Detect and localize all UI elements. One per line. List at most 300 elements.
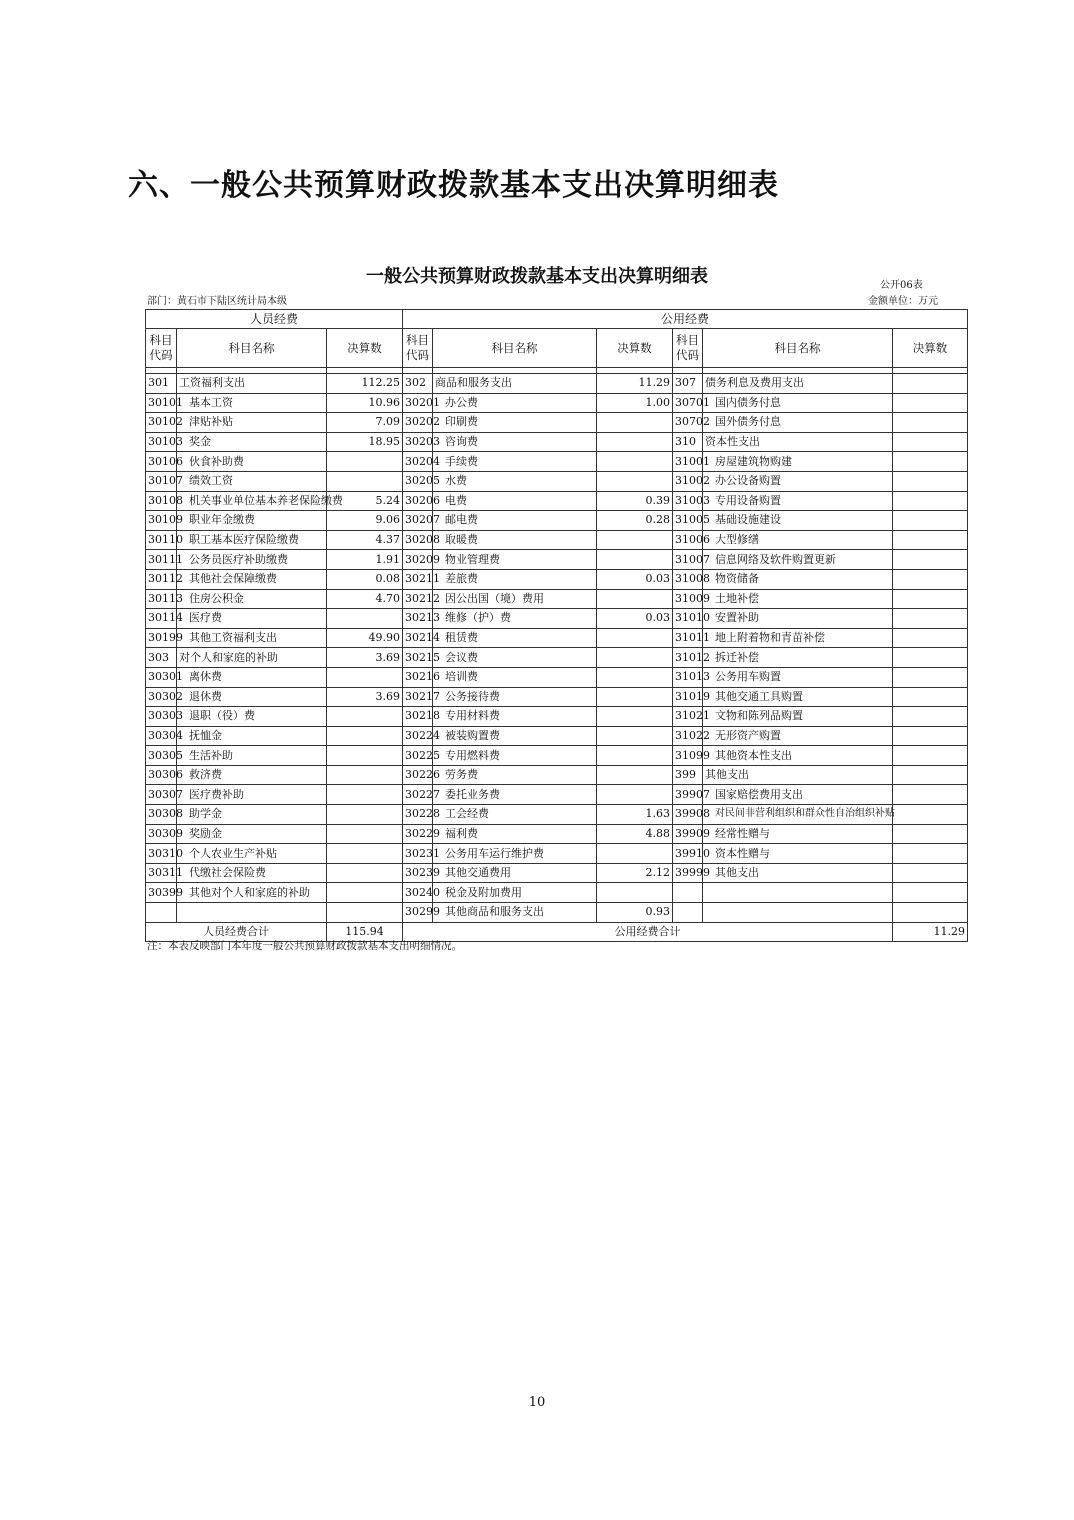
amount-cell: 1.91 [327, 550, 403, 570]
name-cell: 福利费 [433, 824, 597, 844]
table-row [146, 844, 968, 864]
code-cell: 30214 [403, 628, 433, 648]
code-cell: 31013 [673, 667, 703, 687]
department-label: 部门：黄石市下陆区统计局本级 [147, 296, 287, 307]
code-cell: 30299 [403, 903, 433, 923]
code-cell: 30308 [146, 805, 177, 825]
amount-cell [893, 530, 968, 550]
amount-cell [327, 452, 403, 472]
amount-cell [327, 903, 403, 923]
name-cell: 办公设备购置 [703, 471, 893, 491]
code-cell: 302 [403, 374, 433, 394]
name-cell: 信息网络及软件购置更新 [703, 550, 893, 570]
name-cell: 差旅费 [433, 569, 597, 589]
amount-cell: 5.24 [327, 491, 403, 511]
code-cell: 30307 [146, 785, 177, 805]
amount-cell [597, 628, 673, 648]
name-cell: 劳务费 [433, 765, 597, 785]
table-row [146, 374, 968, 394]
amount-cell [893, 824, 968, 844]
code-cell: 31010 [673, 609, 703, 629]
table-row [146, 491, 968, 511]
amount-cell: 1.00 [597, 393, 673, 413]
table-row [146, 883, 968, 903]
name-cell: 手续费 [433, 452, 597, 472]
table-row [146, 471, 968, 491]
amount-cell [893, 511, 968, 531]
table-row [146, 511, 968, 531]
name-cell: 代缴社会保险费 [177, 863, 327, 883]
amount-cell: 4.70 [327, 589, 403, 609]
amount-cell: 0.39 [597, 491, 673, 511]
code-cell: 30399 [146, 883, 177, 903]
name-cell: 租赁费 [433, 628, 597, 648]
table-row [146, 903, 968, 923]
amount-cell [893, 805, 968, 825]
code-cell: 30205 [403, 471, 433, 491]
group-header-row [146, 310, 968, 329]
code-cell: 30304 [146, 726, 177, 746]
table-row [146, 393, 968, 413]
name-cell: 助学金 [177, 805, 327, 825]
name-cell: 物业管理费 [433, 550, 597, 570]
table-row [146, 569, 968, 589]
amount-cell: 0.28 [597, 511, 673, 531]
code-cell: 30206 [403, 491, 433, 511]
amount-cell: 9.06 [327, 511, 403, 531]
amount-cell [893, 844, 968, 864]
amount-cell: 2.12 [597, 863, 673, 883]
code-cell [673, 903, 703, 923]
form-number: 公开06表 [880, 280, 923, 291]
table-row [146, 452, 968, 472]
amount-cell [597, 432, 673, 452]
code-cell: 30311 [146, 863, 177, 883]
code-cell: 30701 [673, 393, 703, 413]
code-cell: 30301 [146, 667, 177, 687]
code-cell: 303 [146, 648, 177, 668]
amount-cell [893, 569, 968, 589]
code-cell: 30113 [146, 589, 177, 609]
amount-cell [327, 824, 403, 844]
name-cell: 国外债务付息 [703, 413, 893, 433]
name-cell: 公务用车购置 [703, 667, 893, 687]
name-cell: 公务员医疗补助缴费 [177, 550, 327, 570]
amount-cell: 4.37 [327, 530, 403, 550]
code-cell: 30202 [403, 413, 433, 433]
amount-cell [597, 667, 673, 687]
code-cell: 30212 [403, 589, 433, 609]
amount-cell [327, 471, 403, 491]
code-cell [673, 883, 703, 903]
unit-label: 金额单位：万元 [868, 296, 938, 307]
amount-cell [893, 648, 968, 668]
name-cell: 国家赔偿费用支出 [703, 785, 893, 805]
code-cell: 30211 [403, 569, 433, 589]
amount-cell [327, 746, 403, 766]
code-cell: 31007 [673, 550, 703, 570]
col-name-header: 科目名称 [703, 329, 893, 368]
amount-cell: 1.63 [597, 805, 673, 825]
amount-cell: 7.09 [327, 413, 403, 433]
name-cell: 其他支出 [703, 863, 893, 883]
code-cell: 30112 [146, 569, 177, 589]
code-cell: 31001 [673, 452, 703, 472]
code-cell: 30209 [403, 550, 433, 570]
name-cell: 国内债务付息 [703, 393, 893, 413]
code-cell: 31099 [673, 746, 703, 766]
code-cell: 31006 [673, 530, 703, 550]
code-cell: 30216 [403, 667, 433, 687]
col-name-header: 科目名称 [177, 329, 327, 368]
name-cell: 无形资产购置 [703, 726, 893, 746]
code-cell: 39909 [673, 824, 703, 844]
table-row [146, 667, 968, 687]
amount-cell [327, 667, 403, 687]
name-cell: 住房公积金 [177, 589, 327, 609]
amount-cell [893, 903, 968, 923]
name-cell: 文物和陈列品购置 [703, 707, 893, 727]
name-cell: 其他社会保障缴费 [177, 569, 327, 589]
table-row [146, 765, 968, 785]
code-cell: 31003 [673, 491, 703, 511]
code-cell: 30114 [146, 609, 177, 629]
amount-cell [893, 491, 968, 511]
code-cell: 30201 [403, 393, 433, 413]
table-row [146, 589, 968, 609]
table-title: 一般公共预算财政拨款基本支出决算明细表 [366, 266, 708, 287]
amount-cell: 4.88 [597, 824, 673, 844]
name-cell [703, 883, 893, 903]
name-cell: 税金及附加费用 [433, 883, 597, 903]
amount-cell [327, 707, 403, 727]
code-cell [146, 903, 177, 923]
group-public: 公用经费 [403, 310, 968, 329]
code-cell: 307 [673, 374, 703, 394]
name-cell: 奖金 [177, 432, 327, 452]
name-cell: 大型修缮 [703, 530, 893, 550]
name-cell: 取暖费 [433, 530, 597, 550]
amount-cell [597, 746, 673, 766]
amount-cell [893, 609, 968, 629]
code-cell: 39908 [673, 805, 703, 825]
name-cell: 其他支出 [703, 765, 893, 785]
name-cell: 土地补偿 [703, 589, 893, 609]
code-cell: 310 [673, 432, 703, 452]
name-cell: 其他工资福利支出 [177, 628, 327, 648]
name-cell: 水费 [433, 471, 597, 491]
amount-cell [597, 765, 673, 785]
group-personnel: 人员经费 [146, 310, 403, 329]
table-note: 注：本表反映部门本年度一般公共预算财政拨款基本支出明细情况。 [147, 940, 462, 952]
code-cell: 30309 [146, 824, 177, 844]
code-cell: 30109 [146, 511, 177, 531]
name-cell: 公务接待费 [433, 687, 597, 707]
table-row [146, 432, 968, 452]
code-cell: 31021 [673, 707, 703, 727]
col-code-header: 科目代码 [403, 329, 433, 368]
name-cell: 对民间非营利组织和群众性自治组织补贴 [703, 805, 893, 825]
table-row [146, 413, 968, 433]
name-cell: 被装购置费 [433, 726, 597, 746]
name-cell: 基本工资 [177, 393, 327, 413]
table-row [146, 628, 968, 648]
code-cell: 30240 [403, 883, 433, 903]
code-cell: 30310 [146, 844, 177, 864]
amount-cell [597, 844, 673, 864]
code-cell: 30228 [403, 805, 433, 825]
name-cell: 经常性赠与 [703, 824, 893, 844]
name-cell: 其他交通费用 [433, 863, 597, 883]
table-row [146, 863, 968, 883]
name-cell: 其他对个人和家庭的补助 [177, 883, 327, 903]
name-cell: 电费 [433, 491, 597, 511]
amount-cell [597, 726, 673, 746]
amount-cell: 3.69 [327, 648, 403, 668]
code-cell: 30103 [146, 432, 177, 452]
code-cell: 30207 [403, 511, 433, 531]
code-cell: 30106 [146, 452, 177, 472]
code-cell: 30203 [403, 432, 433, 452]
table-row [146, 609, 968, 629]
amount-cell [893, 687, 968, 707]
amount-cell [893, 393, 968, 413]
name-cell: 职工基本医疗保险缴费 [177, 530, 327, 550]
col-amount-header: 决算数 [893, 329, 968, 368]
amount-cell [893, 726, 968, 746]
name-cell: 机关事业单位基本养老保险缴费 [177, 491, 327, 511]
code-cell: 30218 [403, 707, 433, 727]
code-cell: 30108 [146, 491, 177, 511]
code-cell: 30213 [403, 609, 433, 629]
name-cell [177, 903, 327, 923]
amount-cell [597, 707, 673, 727]
name-cell: 印刷费 [433, 413, 597, 433]
name-cell: 物资储备 [703, 569, 893, 589]
name-cell: 工会经费 [433, 805, 597, 825]
amount-cell [327, 805, 403, 825]
name-cell: 办公费 [433, 393, 597, 413]
amount-cell [893, 628, 968, 648]
code-cell: 399 [673, 765, 703, 785]
code-cell: 30239 [403, 863, 433, 883]
name-cell: 邮电费 [433, 511, 597, 531]
amount-cell: 49.90 [327, 628, 403, 648]
amount-cell [597, 550, 673, 570]
code-cell: 31002 [673, 471, 703, 491]
name-cell [703, 903, 893, 923]
code-cell: 30107 [146, 471, 177, 491]
amount-cell [893, 374, 968, 394]
amount-cell [597, 687, 673, 707]
name-cell: 会议费 [433, 648, 597, 668]
table-row [146, 726, 968, 746]
name-cell: 医疗费 [177, 609, 327, 629]
name-cell: 商品和服务支出 [433, 374, 597, 394]
code-cell: 30101 [146, 393, 177, 413]
name-cell: 安置补助 [703, 609, 893, 629]
amount-cell: 10.96 [327, 393, 403, 413]
column-header-row [146, 329, 968, 368]
table-row [146, 707, 968, 727]
name-cell: 伙食补助费 [177, 452, 327, 472]
amount-cell [597, 452, 673, 472]
table-row [146, 687, 968, 707]
name-cell: 抚恤金 [177, 726, 327, 746]
col-code-header: 科目代码 [673, 329, 703, 368]
amount-cell [597, 883, 673, 903]
amount-cell [893, 471, 968, 491]
amount-cell [597, 413, 673, 433]
amount-cell [327, 883, 403, 903]
code-cell: 31022 [673, 726, 703, 746]
name-cell: 培训费 [433, 667, 597, 687]
code-cell: 30306 [146, 765, 177, 785]
code-cell: 30226 [403, 765, 433, 785]
name-cell: 维修（护）费 [433, 609, 597, 629]
code-cell: 39999 [673, 863, 703, 883]
name-cell: 离休费 [177, 667, 327, 687]
code-cell: 30305 [146, 746, 177, 766]
name-cell: 专用材料费 [433, 707, 597, 727]
amount-cell [327, 765, 403, 785]
total-personnel-label: 人员经费合计 [146, 922, 327, 942]
code-cell: 31012 [673, 648, 703, 668]
name-cell: 资本性赠与 [703, 844, 893, 864]
code-cell: 30225 [403, 746, 433, 766]
amount-cell: 3.69 [327, 687, 403, 707]
amount-cell: 18.95 [327, 432, 403, 452]
name-cell: 生活补助 [177, 746, 327, 766]
name-cell: 工资福利支出 [177, 374, 327, 394]
code-cell: 30217 [403, 687, 433, 707]
table-row [146, 648, 968, 668]
amount-cell: 0.03 [597, 609, 673, 629]
amount-cell [893, 785, 968, 805]
amount-cell [327, 863, 403, 883]
name-cell: 对个人和家庭的补助 [177, 648, 327, 668]
code-cell: 30231 [403, 844, 433, 864]
amount-cell [893, 413, 968, 433]
amount-cell [597, 530, 673, 550]
code-cell: 30111 [146, 550, 177, 570]
amount-cell [327, 726, 403, 746]
amount-cell [893, 589, 968, 609]
amount-cell: 0.93 [597, 903, 673, 923]
amount-cell [597, 648, 673, 668]
amount-cell: 11.29 [597, 374, 673, 394]
total-personnel-value: 115.94 [327, 922, 403, 942]
total-public-value: 11.29 [893, 922, 968, 942]
name-cell: 咨询费 [433, 432, 597, 452]
name-cell: 公务用车运行维护费 [433, 844, 597, 864]
name-cell: 专用燃料费 [433, 746, 597, 766]
amount-cell [893, 550, 968, 570]
amount-cell [893, 707, 968, 727]
amount-cell [893, 452, 968, 472]
page-number: 10 [528, 1395, 546, 1410]
amount-cell [327, 785, 403, 805]
total-public-label: 公用经费合计 [403, 922, 893, 942]
code-cell: 30110 [146, 530, 177, 550]
code-cell: 30702 [673, 413, 703, 433]
table-row [146, 824, 968, 844]
amount-cell: 0.08 [327, 569, 403, 589]
code-cell: 30215 [403, 648, 433, 668]
code-cell: 30204 [403, 452, 433, 472]
table-row [146, 530, 968, 550]
table-row [146, 746, 968, 766]
name-cell: 医疗费补助 [177, 785, 327, 805]
amount-cell [597, 589, 673, 609]
amount-cell [893, 883, 968, 903]
amount-cell [893, 667, 968, 687]
code-cell: 30227 [403, 785, 433, 805]
amount-cell [327, 844, 403, 864]
table-row [146, 550, 968, 570]
name-cell: 退休费 [177, 687, 327, 707]
code-cell: 31005 [673, 511, 703, 531]
code-cell: 30199 [146, 628, 177, 648]
name-cell: 个人农业生产补贴 [177, 844, 327, 864]
table-row [146, 805, 968, 825]
code-cell: 31019 [673, 687, 703, 707]
code-cell: 31011 [673, 628, 703, 648]
name-cell: 绩效工资 [177, 471, 327, 491]
name-cell: 奖励金 [177, 824, 327, 844]
budget-detail-table [145, 309, 968, 942]
amount-cell [893, 765, 968, 785]
col-amount-header: 决算数 [327, 329, 403, 368]
name-cell: 其他交通工具购置 [703, 687, 893, 707]
name-cell: 其他资本性支出 [703, 746, 893, 766]
amount-cell: 112.25 [327, 374, 403, 394]
amount-cell [893, 746, 968, 766]
name-cell: 资本性支出 [703, 432, 893, 452]
amount-cell [597, 471, 673, 491]
code-cell: 30303 [146, 707, 177, 727]
code-cell: 31009 [673, 589, 703, 609]
name-cell: 救济费 [177, 765, 327, 785]
amount-cell [893, 863, 968, 883]
code-cell: 39907 [673, 785, 703, 805]
name-cell: 津贴补贴 [177, 413, 327, 433]
amount-cell [893, 432, 968, 452]
col-name-header: 科目名称 [433, 329, 597, 368]
amount-cell [597, 785, 673, 805]
table-row [146, 785, 968, 805]
code-cell: 39910 [673, 844, 703, 864]
code-cell: 30302 [146, 687, 177, 707]
name-cell: 退职（役）费 [177, 707, 327, 727]
code-cell: 30208 [403, 530, 433, 550]
code-cell: 301 [146, 374, 177, 394]
code-cell: 30229 [403, 824, 433, 844]
name-cell: 职业年金缴费 [177, 511, 327, 531]
amount-cell: 0.03 [597, 569, 673, 589]
name-cell: 因公出国（境）费用 [433, 589, 597, 609]
name-cell: 债务利息及费用支出 [703, 374, 893, 394]
col-amount-header: 决算数 [597, 329, 673, 368]
name-cell: 委托业务费 [433, 785, 597, 805]
code-cell: 30224 [403, 726, 433, 746]
name-cell: 房屋建筑物购建 [703, 452, 893, 472]
name-cell: 地上附着物和青苗补偿 [703, 628, 893, 648]
name-cell: 其他商品和服务支出 [433, 903, 597, 923]
name-cell: 基础设施建设 [703, 511, 893, 531]
name-cell: 专用设备购置 [703, 491, 893, 511]
page-heading: 六、一般公共预算财政拨款基本支出决算明细表 [128, 168, 779, 203]
